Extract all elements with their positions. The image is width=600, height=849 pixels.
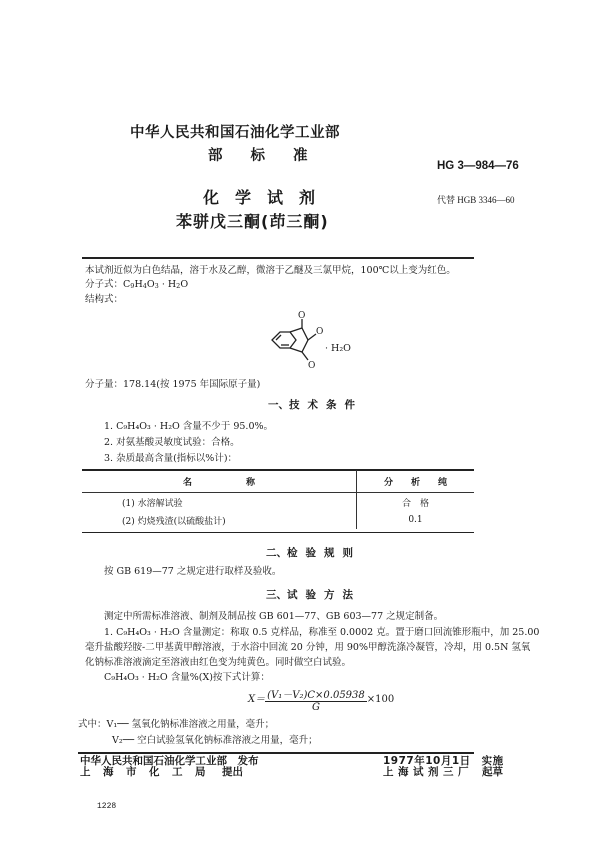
title-char: 方 [324, 589, 335, 601]
table-bottom-rule [82, 532, 474, 533]
standard-type [208, 144, 336, 165]
column-header-grade: 分 析 纯 [357, 470, 475, 493]
category-title [203, 185, 331, 208]
footer-divider [78, 752, 474, 754]
standard-type-char: 准 [293, 148, 308, 164]
title-char: 三、试 [266, 589, 298, 601]
impurity-name: (1) 水溶解试验 [82, 493, 357, 512]
title-char: 验 [305, 547, 316, 559]
description: 本试剂近似为白色结晶，溶于水及乙醇，微溶于乙醚及三氯甲烷，100℃以上变为红色。 [85, 265, 456, 276]
impurity-table [82, 470, 474, 529]
formula-numerator: (V₁－V₂)C×0.05938 [265, 686, 367, 702]
svg-text:O: O [308, 361, 316, 371]
title-char: 规 [324, 547, 335, 559]
issuing-organization: 中华人民共和国石油化学工业部 [130, 125, 340, 141]
category-char: 试 [267, 188, 284, 207]
title-char: 法 [342, 589, 353, 601]
table-header-row [82, 470, 474, 493]
svg-text:O: O [298, 311, 306, 321]
variable-definition-v1: 式中：V₁── 氢氧化钠标准溶液之用量，毫升； [78, 719, 275, 730]
method-para-2-line-3: 化钠标准溶液滴定至溶液由红色变为纯黄色。同时做空白试验。 [85, 657, 352, 668]
proposer-char: 海 [103, 766, 114, 778]
drafter-char: 海 [398, 766, 409, 778]
drafter-char: 起草 [482, 766, 503, 778]
title-char: 则 [342, 547, 353, 559]
inspection-rules-text: 按 GB 619—77 之规定进行取样及验收。 [104, 566, 282, 577]
impurity-value: 0.1 [408, 515, 423, 525]
requirement-item: 3. 杂质最高含量(指标以%计)： [104, 453, 238, 464]
category-char: 学 [235, 188, 252, 207]
formula-denominator: G [311, 702, 320, 713]
proposer-char: 提出 [222, 766, 243, 778]
content-formula [248, 686, 394, 713]
title-char: 件 [344, 399, 355, 411]
column-header-name: 名 称 [82, 470, 357, 493]
svg-text:O: O [316, 327, 324, 337]
effective-date: 1977年10月1日 实施 [383, 755, 504, 767]
drafter-char: 厂 [458, 766, 469, 778]
method-para-2-line-2: 毫升盐酸羟胺-二甲基黄甲醇溶液，于水浴中回流 20 分钟，用 90%甲醇洗涤冷凝管，冷却，用 0.5N 氢氧 [85, 642, 531, 653]
proposer [80, 767, 243, 778]
drafter-char: 三 [443, 766, 454, 778]
section-technical-conditions-title [268, 397, 363, 412]
publisher: 中华人民共和国石油化学工业部 发布 [80, 755, 259, 767]
title-char: 验 [305, 589, 316, 601]
drafter-char: 试 [413, 766, 424, 778]
reagent-name: 苯骈戊三酮(茚三酮) [176, 212, 329, 231]
molar-mass: 分子量：178.14(按 1975 年国际原子量) [85, 379, 261, 390]
proposer-char: 上 [80, 766, 91, 778]
replaces-standard: 代替 HGB 3346—60 [437, 195, 515, 205]
section-test-methods-title [266, 587, 361, 602]
molecular-formula: 分子式：$C_9H_4O_3 \cdot H_2O$ [85, 279, 189, 290]
requirement-item: 2. 对氨基酸灵敏度试验：合格。 [104, 437, 240, 448]
page-number: 1228 [97, 802, 117, 811]
structure-hydrate: · H₂O [325, 343, 351, 354]
drafter-char: 剂 [428, 766, 439, 778]
proposer-char: 化 [149, 766, 160, 778]
ninhydrin-structure-icon [268, 310, 368, 372]
section-inspection-rules-title [266, 545, 361, 560]
proposer-char: 工 [172, 766, 183, 778]
formula-lhs: X＝ [248, 694, 266, 705]
standard-code: HG 3—984—76 [437, 160, 519, 172]
title-char: 条 [326, 399, 337, 411]
proposer-char: 市 [126, 766, 137, 778]
method-para-2-line-1: 1. C₉H₄O₃ · H₂O 含量测定：称取 0.5 克样品，称准至 0.0002 克。置于磨口回流锥形瓶中，加 25.00 [104, 627, 540, 638]
formula-fraction [265, 686, 367, 713]
title-char: 术 [307, 399, 318, 411]
table-row [82, 511, 474, 529]
drafter [383, 767, 503, 778]
impurity-name: (2) 灼烧残渣(以硫酸盐计) [82, 511, 357, 529]
drafter-char: 上 [383, 766, 394, 778]
formula-tail: ×100 [366, 694, 395, 705]
formula-label: 分子式： [85, 279, 124, 290]
category-char: 化 [203, 188, 220, 207]
impurity-value: 合 格 [401, 498, 429, 509]
header-divider [82, 257, 474, 259]
standard-type-char: 标 [250, 148, 265, 164]
table-row [82, 493, 474, 512]
proposer-char: 局 [195, 766, 206, 778]
structure-label: 结构式： [85, 294, 124, 305]
title-char: 二、检 [266, 547, 298, 559]
calculation-intro: C₉H₄O₃ · H₂O 含量%(X)按下式计算： [104, 672, 270, 683]
category-char: 剂 [299, 188, 316, 207]
standard-type-char: 部 [208, 148, 223, 164]
method-para-1: 测定中所需标准溶液、制剂及制品按 GB 601—77、GB 603—77 之规定制备。 [104, 611, 444, 622]
requirement-item: 1. C₉H₄O₃ · H₂O 含量不少于 95.0%。 [104, 421, 274, 432]
variable-definition-v2: V₂── 空白试验氢氧化钠标准溶液之用量，毫升； [112, 735, 318, 746]
title-char: 一、技 [268, 399, 300, 411]
